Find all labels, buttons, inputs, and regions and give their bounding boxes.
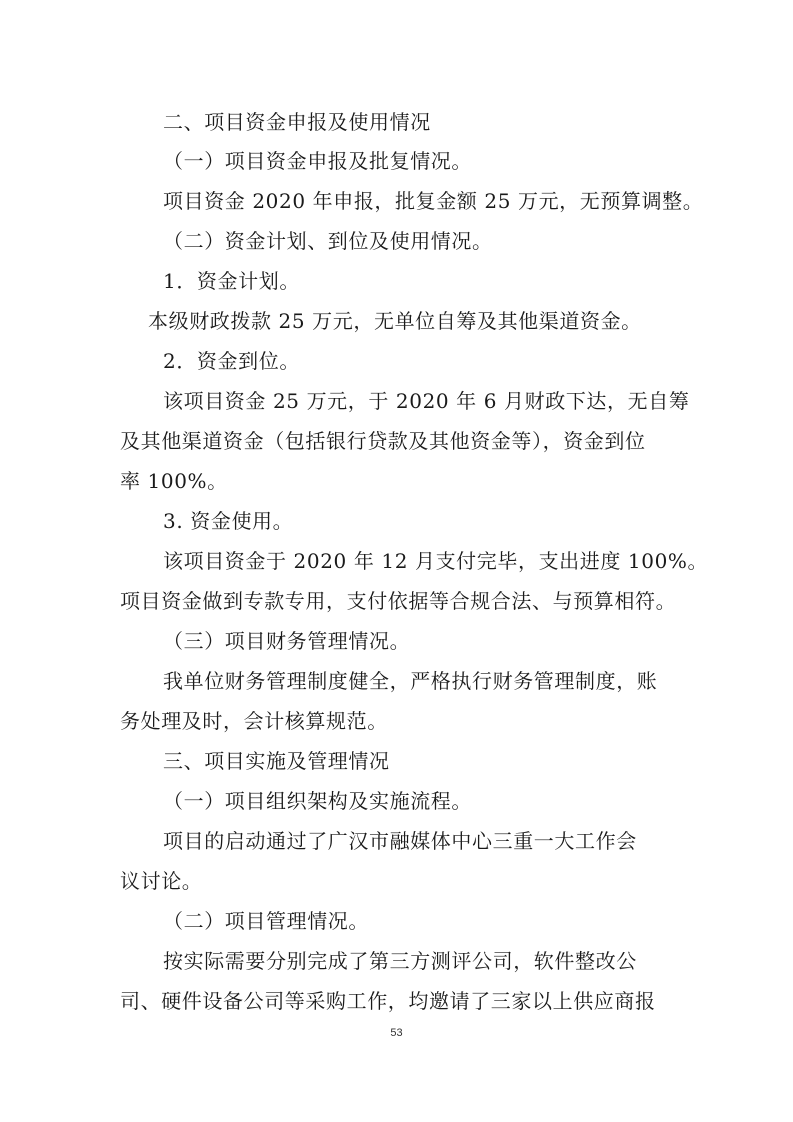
section-heading-3: 三、项目实施及管理情况: [163, 749, 390, 773]
paragraph-line: 项目资金 2020 年申报，批复金额 25 万元，无预算调整。: [163, 189, 704, 213]
section-heading-2: 二、项目资金申报及使用情况: [163, 110, 431, 134]
paragraph-line: 我单位财务管理制度健全，严格执行财务管理制度，账: [163, 669, 658, 693]
paragraph-line: 议讨论。: [120, 869, 203, 893]
paragraph-line: 司、硬件设备公司等采购工作，均邀请了三家以上供应商报: [120, 989, 656, 1013]
paragraph-line: 该项目资金于 2020 年 12 月支付完毕，支出进度 100%。: [163, 549, 709, 573]
item-heading-1: 1．资金计划。: [163, 269, 300, 293]
paragraph-line: 本级财政拨款 25 万元，无单位自筹及其他渠道资金。: [148, 309, 642, 333]
paragraph-line: 按实际需要分别完成了第三方测评公司，软件整改公: [163, 949, 637, 973]
subsection-heading-2-1: （一）项目资金申报及批复情况。: [163, 149, 472, 173]
subsection-heading-3-1: （一）项目组织架构及实施流程。: [163, 789, 472, 813]
paragraph-line: 务处理及时，会计核算规范。: [120, 709, 388, 733]
subsection-heading-3-2: （二）项目管理情况。: [163, 909, 369, 933]
item-heading-3: 3. 资金使用。: [163, 509, 294, 533]
item-heading-2: 2．资金到位。: [163, 349, 300, 373]
page-number: 53: [390, 1027, 403, 1039]
paragraph-line: 项目的启动通过了广汉市融媒体中心三重一大工作会: [163, 829, 637, 853]
subsection-heading-2-3: （三）项目财务管理情况。: [163, 629, 411, 653]
subsection-heading-2-2: （二）资金计划、到位及使用情况。: [163, 229, 493, 253]
paragraph-line: 及其他渠道资金（包括银行贷款及其他资金等），资金到位: [120, 429, 646, 453]
paragraph-line: 项目资金做到专款专用，支付依据等合规合法、与预算相符。: [120, 589, 677, 613]
paragraph-line: 率 100%。: [120, 469, 228, 493]
paragraph-line: 该项目资金 25 万元，于 2020 年 6 月财政下达，无自筹: [163, 389, 690, 413]
